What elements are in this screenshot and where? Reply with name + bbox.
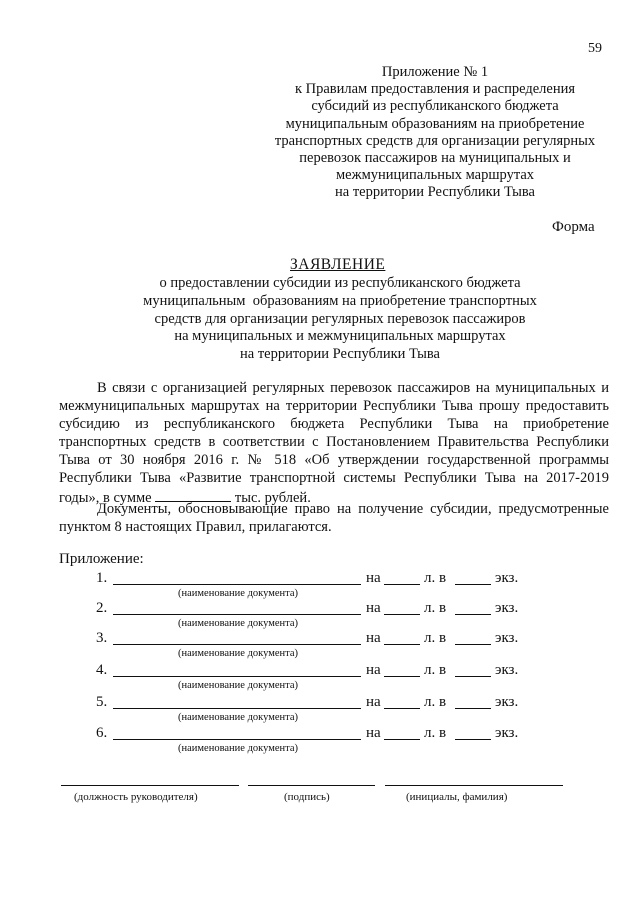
sheets-field[interactable] [384, 708, 420, 709]
document-name-field[interactable] [113, 708, 361, 709]
attachment-ekz: экз. [495, 662, 519, 678]
appendix-line: к Правилам предоставления и распределения [294, 81, 576, 98]
attachment-number: 1. [96, 570, 108, 586]
copies-field[interactable] [455, 708, 491, 709]
attachment-row [0, 630, 640, 664]
subtitle-line: средств для организации регулярных перевозок пассажиров [154, 310, 526, 327]
signature-caption: (подпись) [284, 791, 330, 803]
attachment-lv: л. в [424, 694, 447, 710]
attachment-caption: (наименование документа) [178, 743, 299, 754]
form-label: Форма [552, 219, 595, 235]
attachment-lv: л. в [424, 600, 447, 616]
copies-field[interactable] [455, 584, 491, 585]
request-paragraph [59, 379, 609, 507]
attachment-number: 5. [96, 694, 108, 710]
attachment-lv: л. в [424, 662, 447, 678]
attachment-lv: л. в [424, 630, 447, 646]
document-name-field[interactable] [113, 676, 361, 677]
appendix-line: перевозок пассажиров на муниципальных и [299, 150, 571, 167]
copies-field[interactable] [455, 614, 491, 615]
appendix-line: межмуниципальных маршрутах [335, 167, 535, 184]
attachment-row [0, 725, 640, 759]
appendix-line: Приложение № 1 [381, 64, 489, 80]
appendix-line: субсидий из республиканского бюджета [311, 98, 559, 115]
copies-field[interactable] [455, 644, 491, 645]
subtitle-line: на муниципальных и межмуниципальных маршрутах [174, 328, 506, 345]
subtitle-line: на территории Республики Тыва [240, 346, 440, 363]
copies-field[interactable] [455, 739, 491, 740]
attachment-row [0, 600, 640, 634]
attachment-na: на [366, 662, 381, 678]
request-text: В связи с организацией регулярных перевозок пассажиров на муниципальных и межмуниципальных маршрутах на территории Республики Тыва прошу предоставить субсидию из республиканского бюджета Республики Тыва на приобретение транспортных средств в соответствии с Постановлением Правительства Республики Тыва от 30 ноября 2016 г. № 518 «Об утверждении государственной программы Республики Тыва «Развитие транспортной системы Республики Тыва на 2017-2019 годы», в сумме [59, 380, 609, 506]
attachment-na: на [366, 630, 381, 646]
documents-text: Документы, обосновывающие право на получение субсидии, предусмотренные пунктом 8 настоящих Правил, прилагаются. [59, 501, 609, 536]
attachment-na: на [366, 600, 381, 616]
attachment-caption: (наименование документа) [178, 618, 299, 629]
attachment-caption: (наименование документа) [178, 588, 299, 599]
attachment-row [0, 694, 640, 728]
position-caption: (должность руководителя) [74, 791, 198, 803]
attachment-row [0, 570, 640, 604]
sheets-field[interactable] [384, 739, 420, 740]
appendix-line: муниципальным образованиям на приобретение [285, 115, 585, 132]
subtitle-line: муниципальным образованиям на приобретение транспортных [143, 292, 537, 309]
document-subtitle [90, 275, 590, 364]
attachment-ekz: экз. [495, 630, 519, 646]
name-field[interactable] [385, 785, 563, 786]
sheets-field[interactable] [384, 644, 420, 645]
attachment-ekz: экз. [495, 570, 519, 586]
attachment-number: 3. [96, 630, 108, 646]
documents-paragraph [59, 500, 609, 536]
attachment-lv: л. в [424, 725, 447, 741]
attachment-caption: (наименование документа) [178, 648, 299, 659]
sheets-field[interactable] [384, 614, 420, 615]
appendix-line: транспортных средств для организации регулярных [274, 132, 596, 149]
attachment-row [0, 662, 640, 696]
attachment-ekz: экз. [495, 694, 519, 710]
document-title: ЗАЯВЛЕНИЕ [290, 256, 386, 273]
document-name-field[interactable] [113, 584, 361, 585]
page-number: 59 [588, 41, 602, 56]
attachment-ekz: экз. [495, 600, 519, 616]
name-caption: (инициалы, фамилия) [406, 791, 508, 803]
appendix-line: на территории Республики Тыва [335, 184, 535, 201]
signature-field[interactable] [248, 785, 375, 786]
sheets-field[interactable] [384, 676, 420, 677]
document-name-field[interactable] [113, 614, 361, 615]
position-field[interactable] [61, 785, 239, 786]
copies-field[interactable] [455, 676, 491, 677]
attachment-na: на [366, 725, 381, 741]
attachment-lv: л. в [424, 570, 447, 586]
attachments-label: Приложение: [59, 551, 144, 567]
attachment-na: на [366, 694, 381, 710]
attachment-ekz: экз. [495, 725, 519, 741]
document-name-field[interactable] [113, 644, 361, 645]
subtitle-line: о предоставлении субсидии из республиканского бюджета [159, 275, 521, 291]
attachment-caption: (наименование документа) [178, 680, 299, 691]
attachment-number: 6. [96, 725, 108, 741]
amount-unit: тыс. рублей. [234, 489, 311, 506]
attachment-number: 4. [96, 662, 108, 678]
attachment-na: на [366, 570, 381, 586]
document-name-field[interactable] [113, 739, 361, 740]
sheets-field[interactable] [384, 584, 420, 585]
attachment-number: 2. [96, 600, 108, 616]
appendix-header [270, 64, 600, 202]
attachment-caption: (наименование документа) [178, 712, 299, 723]
